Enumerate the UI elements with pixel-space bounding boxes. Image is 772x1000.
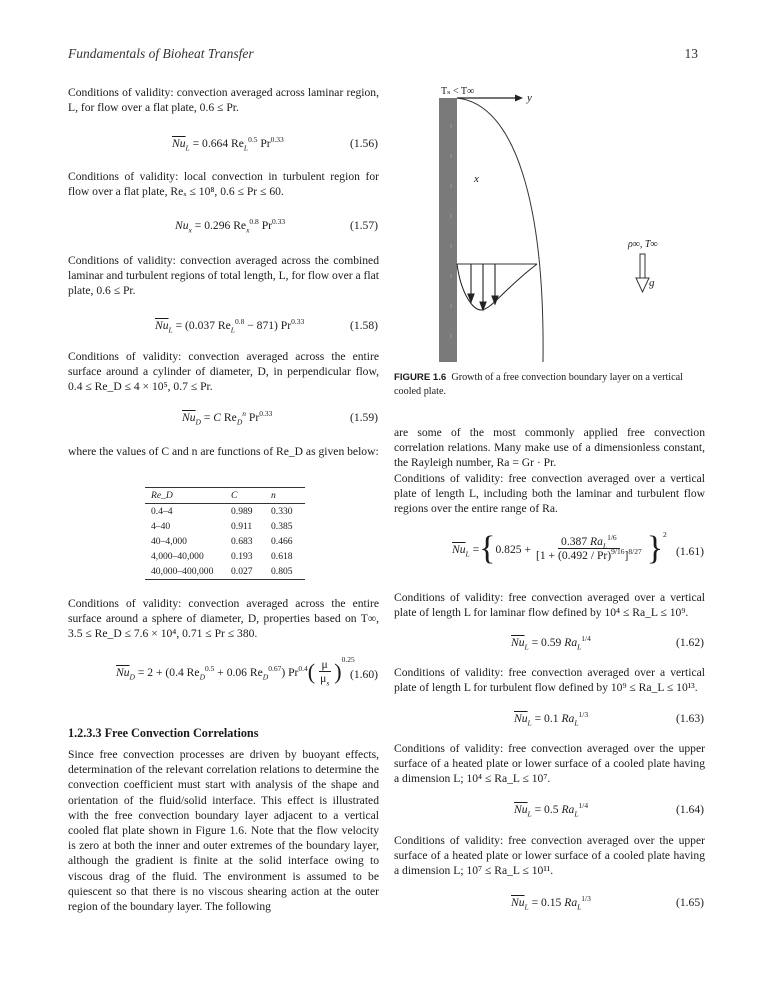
- equation-number: (1.64): [675, 803, 704, 816]
- paragraph-validity-9: Conditions of validity: free convection averaged over the upper surface of a heated plate or lower surface of a cooled plate having a dimension L; 10⁴ ≤ Ra_L ≤ 10⁷.: [394, 742, 705, 786]
- equation-1-58: $\overline{Nu}_L = (0.037$ $Re_L^{0.8} - 871$) $Pr^{0.33}$: [155, 317, 305, 335]
- paragraph-free-convection: Since free convection processes are driven by buoyant effects, determination of the relevant correlation relations to determine the convection coefficient must start with analysis of the shape and orientation of the fluid/solid interface. This effect is illustrated with the free convection boundary layer adjacent to a vertical cooled flat plate shown in Figure 1.6. Note that the flow velocity is zero at both the inner and outer extremes of the boundary layer, although the gradient is finite at the solid interface owing to viscous drag of the fluid. The environment is assumed to be quiescent so that there is no viscous shearing action at the outer region of the boundary layer. The following: [68, 748, 379, 914]
- equation-1-62: $\overline{Nu}_L = 0.59$ $Ra_L^{1/4}$: [511, 634, 591, 652]
- table-row: [145, 564, 305, 580]
- table-cell: 0.330: [271, 506, 293, 517]
- gravity-arrow: [636, 254, 649, 292]
- table-cell: 0.683: [231, 536, 253, 547]
- table-cell: 4–40: [151, 521, 171, 532]
- table-cell: 0.911: [231, 521, 253, 532]
- column-header: Re_D: [151, 490, 173, 501]
- velocity-profile: [457, 264, 537, 310]
- table-cell: 0.989: [231, 506, 253, 517]
- paragraph-validity-1: Conditions of validity: convection averaged across laminar region, L, for flow over a flat plate, 0.6 ≤ Pr.: [68, 86, 379, 115]
- equation-1-65: $\overline{Nu}_L = 0.15$ $Ra_L^{1/3}$: [511, 894, 591, 912]
- paragraph-table-intro: where the values of C and n are functions of Re_D as given below:: [68, 445, 379, 458]
- table-row: [145, 504, 305, 520]
- equation-number: (1.57): [349, 219, 378, 232]
- equation-number: (1.63): [675, 712, 704, 725]
- paragraph-validity-3: Conditions of validity: convection averaged across the combined laminar and turbulent regions of total length, L, for flow over a flat plate, 0.6 ≤ Pr.: [68, 254, 380, 298]
- cooled-plate: [439, 98, 457, 362]
- column-header: C: [231, 490, 238, 501]
- paragraph-validity-5: Conditions of validity: convection averaged across the entire surface around a sphere of diameter, D, properties based on T∞, 3.5 ≤ Re_D ≤ 7.6 × 10⁴, 0.71 ≤ Pr ≤ 380.: [68, 597, 379, 641]
- equation-1-56: $\overline{Nu}_L = 0.664$ $Re_L^{0.5}$ $Pr^{0.33}$: [172, 135, 284, 153]
- column-header: n: [271, 490, 276, 501]
- equation-1-64: $\overline{Nu}_L = 0.5$ $Ra_L^{1/4}$: [514, 801, 589, 819]
- table-cell: 0.618: [271, 551, 293, 562]
- table-cell: 0.805: [271, 566, 293, 577]
- table-cell: 40–4,000: [151, 536, 187, 547]
- table-cell: 0.193: [231, 551, 253, 562]
- paragraph-rayleigh: are some of the most commonly applied free convection correlation relations. Many make use of a dimensionless constant, the Rayleigh number, Ra = Gr · Pr.: [394, 426, 705, 470]
- equation-number: (1.62): [675, 636, 704, 649]
- table-header-row: [145, 488, 305, 504]
- section-heading: 1.2.3.3 Free Convection Correlations: [68, 726, 259, 740]
- paragraph-validity-6: Conditions of validity: free convection averaged over a vertical plate of length L, including both the laminar and turbulent flow regions over the entire range of Ra.: [394, 472, 705, 516]
- figure-caption-text: Growth of a free convection boundary layer on a vertical cooled plate.: [394, 372, 684, 397]
- label-x-axis: x: [474, 173, 479, 185]
- paragraph-validity-2: Conditions of validity: local convection in turbulent region for flow over a flat plate, Reₓ ≤ 10⁸, 0.6 ≤ Pr ≤ 60.: [68, 170, 379, 199]
- table-cell: 4,000–40,000: [151, 551, 204, 562]
- figure-caption: [394, 371, 706, 399]
- label-surface-temp: Tₛ < T∞: [441, 86, 475, 97]
- paragraph-validity-7: Conditions of validity: free convection averaged over a vertical plate of length L for laminar flow defined by 10⁴ ≤ Ra_L ≤ 10⁹.: [394, 591, 705, 620]
- equation-number: (1.56): [349, 137, 378, 150]
- page-number: 13: [684, 46, 698, 61]
- table-row: [145, 519, 305, 534]
- table-cell: 0.466: [271, 536, 293, 547]
- figure-1-6: [395, 84, 707, 364]
- y-axis-arrowhead: [515, 95, 523, 102]
- table-cell: 0.027: [231, 566, 253, 577]
- equation-number: (1.58): [349, 319, 378, 332]
- table-row: [145, 534, 305, 549]
- table-cell: 0.385: [271, 521, 293, 532]
- coefficient-table: [145, 487, 305, 580]
- figure-caption-label: FIGURE 1.6: [394, 372, 447, 383]
- label-ambient: ρ∞, T∞: [628, 239, 658, 250]
- equation-number: (1.60): [349, 668, 378, 681]
- equation-1-57: $Nu_x = 0.296$ $Re_x^{0.8}$ $Pr^{0.33}$: [175, 217, 286, 235]
- table-row: [145, 549, 305, 564]
- equation-number: (1.65): [675, 896, 704, 909]
- label-y-axis: y: [527, 92, 532, 104]
- boundary-layer-edge: [457, 98, 543, 362]
- equation-1-59: $\overline{Nu}_D = C$ $Re_D^n$ $Pr^{0.33}$: [182, 409, 273, 427]
- paragraph-validity-4: Conditions of validity: convection averaged across the entire surface around a cylinder of diameter, D, in perpendicular flow, 0.4 ≤ Re_D ≤ 4 × 10⁵, 0.7 ≤ Pr.: [68, 350, 379, 394]
- equation-1-60: $\overline{Nu}_D = 2 + (0.4$ $Re_D^{0.5} + 0.06$ $Re_D^{0.67}$) $Pr^{0.4}$ ( $\frac{\mu}{\mu_s}$ ) $^{0.25}$: [116, 655, 355, 688]
- equation-1-61: $\overline{Nu}_L$ = { 0.825 + $\frac{0.387 Ra_L^{1/6}}{[1 + (0.492 / Pr)^{9/16}]^{8/27}}$ } $^2$: [452, 530, 667, 567]
- boundary-layer-diagram: [395, 84, 707, 364]
- label-gravity: g: [649, 277, 655, 289]
- equation-number: (1.61): [675, 545, 704, 558]
- running-title: Fundamentals of Bioheat Transfer: [68, 46, 254, 61]
- paragraph-validity-8: Conditions of validity: free convection averaged over a vertical plate of length L for turbulent flow defined by 10⁹ ≤ Ra_L ≤ 10¹³.: [394, 666, 705, 695]
- table-cell: 40,000–400,000: [151, 566, 214, 577]
- equation-1-63: $\overline{Nu}_L = 0.1$ $Ra_L^{1/3}$: [514, 710, 589, 728]
- paragraph-validity-10: Conditions of validity: free convection averaged over the upper surface of a heated plate or lower surface of a cooled plate having a dimension L; 10⁷ ≤ Ra_L ≤ 10¹¹.: [394, 834, 705, 878]
- table-cell: 0.4–4: [151, 506, 173, 517]
- equation-number: (1.59): [349, 411, 378, 424]
